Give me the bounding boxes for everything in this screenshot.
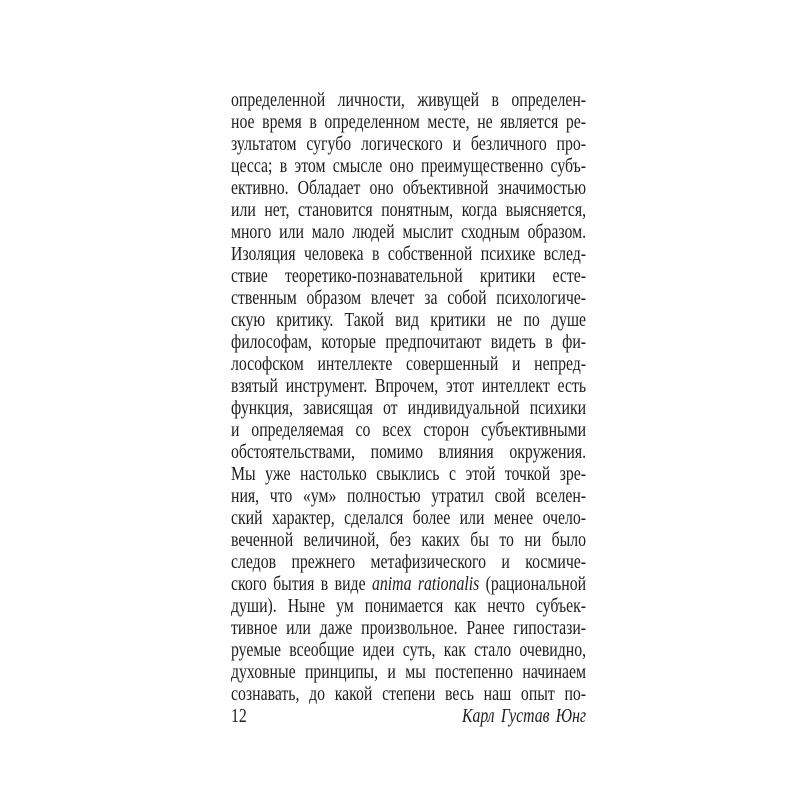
latin-italic-phrase: anima rationalis xyxy=(372,573,480,595)
text-line xyxy=(231,133,586,155)
text-line xyxy=(231,419,586,441)
text-segment: скую критику. Такой вид критики не по душе xyxy=(231,309,587,331)
text-segment: и определяемая со всех сторон субъективными xyxy=(231,419,587,441)
text-segment: лософском интеллекте совершенный и непред- xyxy=(231,353,587,375)
text-segment: ективно. Обладает оно объективной значимостью xyxy=(231,177,587,199)
text-segment: зультатом сугубо логического и безличного про- xyxy=(231,133,587,155)
text-segment: ственным образом влечет за собой психологиче- xyxy=(231,287,587,309)
text-segment: следов прежнего метафизического и космиче- xyxy=(231,551,587,573)
text-segment: ствие теоретико-познавательной критики есте- xyxy=(231,265,587,287)
text-line xyxy=(231,375,586,397)
text-segment: взятый инструмент. Впрочем, этот интеллект есть xyxy=(231,375,587,397)
text-line xyxy=(231,309,586,331)
text-segment: обстоятельствами, помимо влияния окружения. xyxy=(231,441,587,463)
text-line xyxy=(231,397,586,419)
text-line xyxy=(231,617,586,639)
text-line xyxy=(231,463,586,485)
text-segment: философам, которые предпочитают видеть в фи- xyxy=(231,331,587,353)
text-line xyxy=(231,661,586,683)
text-segment: Мы уже настолько свыклись с этой точкой зре- xyxy=(231,463,587,485)
text-segment: души). Ныне ум понимается как нечто субъек- xyxy=(231,595,587,617)
text-line xyxy=(231,111,586,133)
text-segment: духовные принципы, и мы постепенно начинаем xyxy=(231,661,587,683)
text-line xyxy=(231,441,586,463)
text-line xyxy=(231,243,586,265)
text-line xyxy=(231,551,586,573)
text-line xyxy=(231,595,586,617)
text-line xyxy=(231,331,586,353)
text-line xyxy=(231,177,586,199)
text-line xyxy=(231,353,586,375)
text-segment: руемые всеобщие идеи суть, как стало очевидно, xyxy=(231,639,587,661)
text-segment: ное время в определенном месте, не является ре- xyxy=(231,111,587,133)
page-footer xyxy=(231,705,586,727)
text-segment: много или мало людей мыслит сходным образом. xyxy=(231,221,587,243)
text-line xyxy=(231,529,586,551)
text-line xyxy=(231,639,586,661)
text-line xyxy=(231,155,586,177)
text-segment: (рациональной xyxy=(479,573,587,595)
text-segment: цесса; в этом смысле оно преимущественно субъ- xyxy=(231,155,587,177)
text-segment: ского бытия в виде xyxy=(231,573,373,595)
text-line xyxy=(231,573,586,595)
running-title-author: Карл Густав Юнг xyxy=(461,705,587,727)
text-line xyxy=(231,265,586,287)
text-segment: ский характер, сделался более или менее очело- xyxy=(231,507,587,529)
text-segment: тивное или даже произвольное. Ранее гипостази- xyxy=(231,617,587,639)
page-number: 12 xyxy=(231,705,247,727)
text-line xyxy=(231,287,586,309)
text-segment: сознавать, до какой степени весь наш опыт по- xyxy=(231,683,587,705)
text-segment: веченной величиной, без каких бы то ни было xyxy=(231,529,587,551)
text-line xyxy=(231,683,586,705)
text-line xyxy=(231,507,586,529)
text-line xyxy=(231,89,586,111)
text-line xyxy=(231,199,586,221)
text-line xyxy=(231,221,586,243)
body-text xyxy=(231,89,586,705)
text-segment: Изоляция человека в собственной психике вслед- xyxy=(231,243,587,265)
text-line xyxy=(231,485,586,507)
text-segment: определенной личности, живущей в определен- xyxy=(231,89,587,111)
text-segment: функция, зависящая от индивидуальной психики xyxy=(231,397,587,419)
text-segment: или нет, становится понятным, когда выясняется, xyxy=(231,199,587,221)
text-segment: ния, что «ум» полностью утратил свой вселен- xyxy=(231,485,587,507)
